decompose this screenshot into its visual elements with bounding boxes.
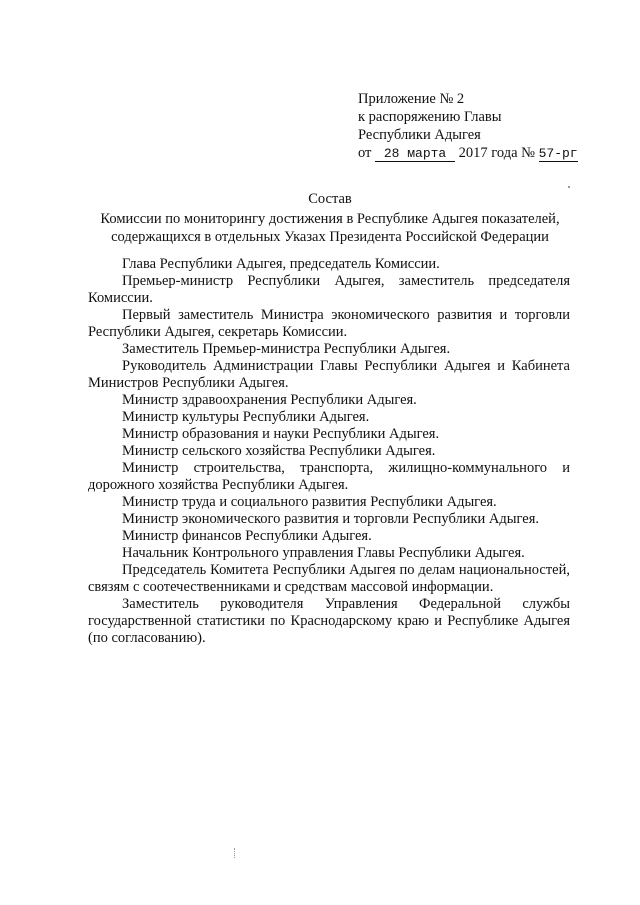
appendix-header	[358, 90, 578, 162]
appendix-number: Приложение № 2	[358, 91, 465, 107]
document-heading: Состав	[308, 191, 352, 207]
member-item: Министр труда и социального развития Республики Адыгея.	[122, 494, 497, 510]
appendix-reference: к распоряжению Главы	[358, 109, 502, 125]
member-item: Руководитель Администрации Главы Республики Адыгея и Кабинета Министров Республики Адыгея.	[88, 358, 570, 391]
member-item: Министр сельского хозяйства Республики Адыгея.	[122, 443, 436, 459]
date-year-label: 2017 года №	[458, 145, 535, 161]
appendix-republic: Республики Адыгея	[358, 127, 481, 143]
member-item: Министр финансов Республики Адыгея.	[122, 528, 372, 544]
member-item: Министр образования и науки Республики Адыгея.	[122, 426, 440, 442]
date-from-label: от	[358, 145, 372, 161]
member-item: Министр здравоохранения Республики Адыгея.	[122, 392, 417, 408]
date-day-month: 28 марта	[375, 147, 455, 162]
title-block	[60, 190, 600, 246]
document-subheading-line2: содержащихся в отдельных Указах Президента Российской Федерации	[111, 229, 549, 245]
member-item: Премьер-министр Республики Адыгея, заместитель председателя Комиссии.	[88, 273, 570, 306]
member-item: Председатель Комитета Республики Адыгея по делам национальностей, связям с соотечественниками и средствам массовой информации.	[88, 562, 570, 595]
member-item: Глава Республики Адыгея, председатель Комиссии.	[122, 256, 440, 272]
scan-artifact	[234, 848, 236, 858]
order-number: 57-рг	[538, 146, 578, 161]
member-item: Министр экономического развития и торговли Республики Адыгея.	[122, 511, 539, 527]
member-item: Первый заместитель Министра экономического развития и торговли Республики Адыгея, секретарь Комиссии.	[88, 307, 570, 340]
scan-dot	[568, 186, 570, 188]
members-list	[88, 256, 570, 647]
member-item: Министр строительства, транспорта, жилищно-коммунального и дорожного хозяйства Республики Адыгея.	[88, 460, 570, 493]
member-item: Начальник Контрольного управления Главы Республики Адыгея.	[122, 545, 525, 561]
member-item: Заместитель руководителя Управления Федеральной службы государственной статистики по Краснодарскому краю и Республике Адыгея (по согласованию).	[88, 596, 570, 646]
appendix-date-line	[358, 144, 578, 162]
document-subheading-line1: Комиссии по мониторингу достижения в Республике Адыгея показателей,	[100, 211, 560, 227]
member-item: Заместитель Премьер-министра Республики Адыгея.	[122, 341, 451, 357]
member-item: Министр культуры Республики Адыгея.	[122, 409, 370, 425]
